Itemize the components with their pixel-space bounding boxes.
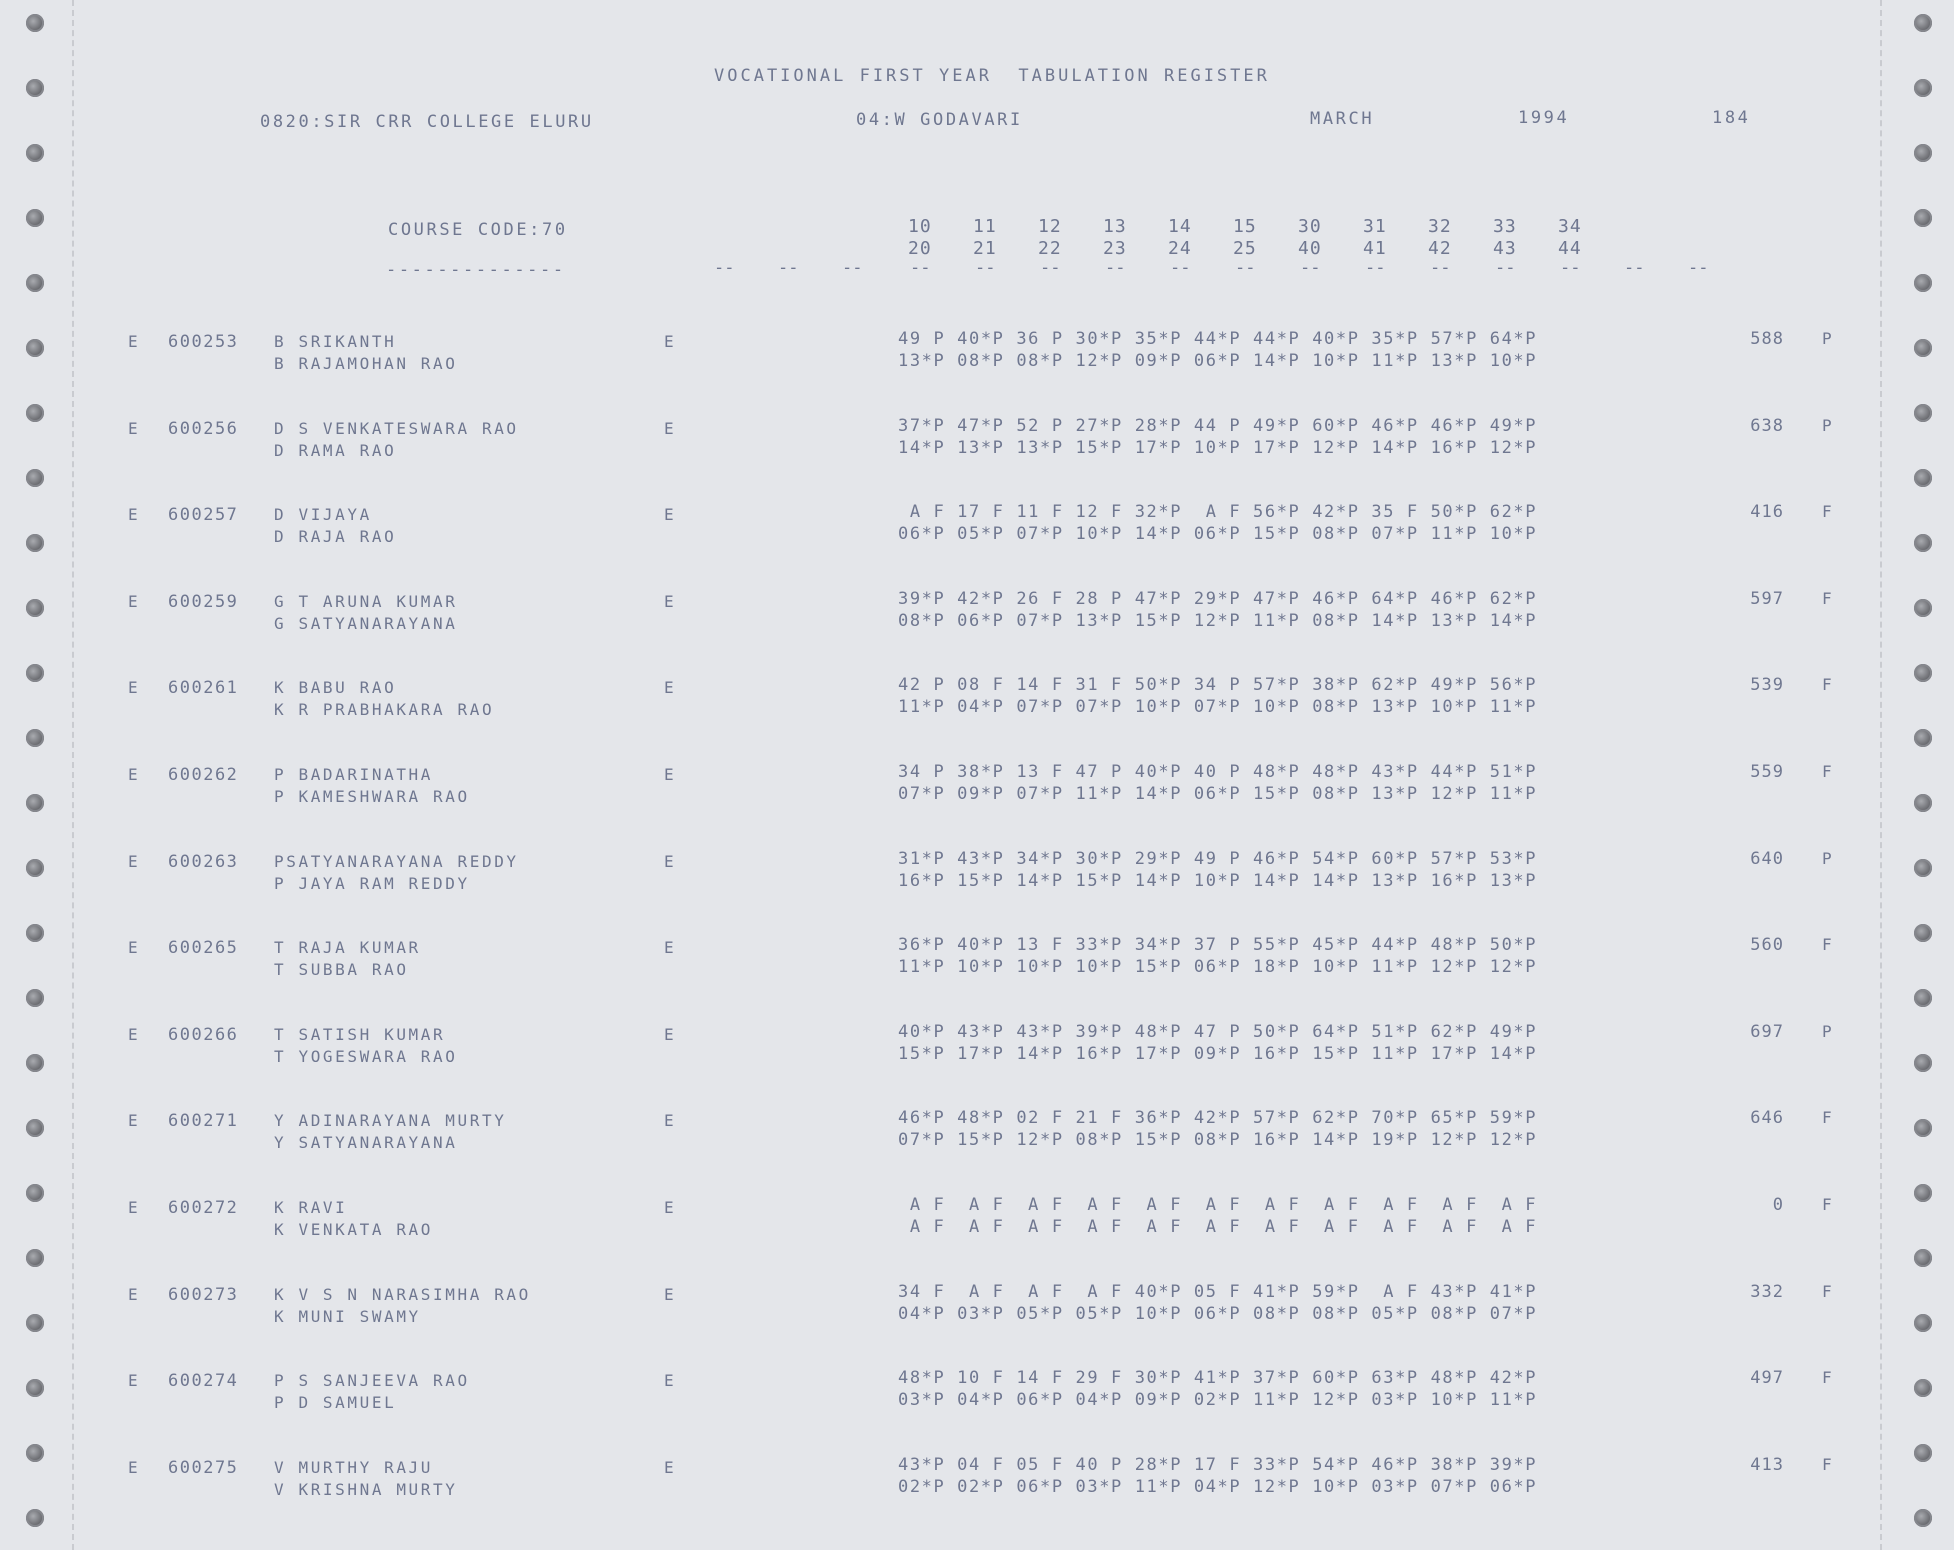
student-name: P S SANJEEVA RAO — [274, 1371, 470, 1391]
column-separator: -- — [1688, 258, 1709, 278]
result-status: F — [1822, 1454, 1832, 1474]
register-title: VOCATIONAL FIRST YEAR TABULATION REGISTER — [714, 66, 1270, 86]
roll-number: 600275 — [168, 1457, 239, 1478]
parent-name: Y SATYANARAYANA — [274, 1133, 458, 1153]
column-code-bottom: 42 — [1428, 238, 1452, 259]
marks-line-2: 04*P 03*P 05*P 05*P 10*P 06*P 08*P 08*P 05*P 08*P 07*P — [898, 1303, 1538, 1324]
medium-code: E — [664, 1111, 674, 1131]
marks-line-2: 02*P 02*P 06*P 03*P 11*P 04*P 12*P 10*P 03*P 07*P 06*P — [898, 1476, 1538, 1497]
sprocket-hole — [1914, 14, 1932, 32]
result-status: F — [1822, 1281, 1832, 1301]
marks-line-2: 03*P 04*P 06*P 04*P 09*P 02*P 11*P 12*P 03*P 10*P 11*P — [898, 1390, 1538, 1411]
parent-name: V KRISHNA MURTY — [274, 1479, 458, 1499]
student-name: PSATYANARAYANA REDDY — [274, 851, 519, 871]
column-separator: -- — [1365, 258, 1386, 278]
sprocket-hole — [26, 209, 44, 227]
column-code-bottom: 25 — [1233, 238, 1257, 259]
medium-code: E — [664, 938, 674, 958]
total-marks: 332 — [1750, 1281, 1784, 1302]
parent-name: K MUNI SWAMY — [274, 1306, 421, 1326]
column-separator: -- — [714, 258, 735, 278]
roll-number: 600274 — [168, 1371, 239, 1392]
parent-name: D RAJA RAO — [274, 527, 397, 547]
student-record — [0, 502, 1954, 555]
student-name: K V S N NARASIMHA RAO — [274, 1284, 531, 1304]
medium-code: E — [664, 1457, 674, 1477]
medium-code: E — [664, 851, 674, 871]
parent-name: G SATYANARAYANA — [274, 613, 458, 633]
result-status: P — [1822, 1021, 1832, 1041]
marks-line-2: A F A F A F A F A F A F A F A F A F A F A F — [898, 1217, 1538, 1237]
parent-name: T YOGESWARA RAO — [274, 1046, 458, 1066]
student-record — [0, 1454, 1954, 1508]
roll-number: 600265 — [168, 938, 239, 959]
column-separator: -- — [1495, 258, 1516, 278]
column-code-top: 11 — [973, 216, 997, 237]
medium-code: E — [664, 1284, 674, 1304]
result-status: F — [1822, 935, 1832, 955]
exam-month: MARCH — [1310, 109, 1375, 129]
parent-name: K R PRABHAKARA RAO — [274, 700, 495, 720]
column-separator: -- — [778, 258, 799, 278]
column-code-bottom: 23 — [1103, 238, 1127, 259]
group-code: E — [128, 678, 138, 698]
total-marks: 539 — [1750, 675, 1784, 696]
sprocket-hole — [1914, 989, 1932, 1007]
total-marks: 646 — [1750, 1108, 1784, 1129]
roll-number: 600256 — [168, 418, 239, 439]
group-code: E — [128, 505, 138, 525]
course-code: COURSE CODE:70 — [388, 220, 568, 240]
marks-line-1: A F A F A F A F A F A F A F A F A F A F A F — [898, 1195, 1538, 1215]
student-record — [0, 1021, 1954, 1075]
marks-line-1: 39*P 42*P 26 F 28 P 47*P 29*P 47*P 46*P 64*P 46*P 62*P — [898, 588, 1538, 609]
student-record — [0, 1368, 1954, 1421]
total-marks: 560 — [1750, 935, 1784, 956]
column-separator: -- — [1560, 258, 1581, 278]
medium-code: E — [664, 591, 674, 611]
total-marks: 497 — [1750, 1368, 1784, 1389]
marks-line-1: 40*P 43*P 43*P 39*P 48*P 47 P 50*P 64*P 51*P 62*P 49*P — [898, 1021, 1538, 1042]
medium-code: E — [664, 1024, 674, 1044]
group-code: E — [128, 332, 138, 351]
parent-name: B RAJAMOHAN RAO — [274, 354, 458, 373]
roll-number: 600272 — [168, 1198, 239, 1218]
column-code-top: 33 — [1493, 216, 1517, 237]
marks-line-1: 31*P 43*P 34*P 30*P 29*P 49 P 46*P 54*P 60*P 57*P 53*P — [898, 848, 1538, 869]
roll-number: 600263 — [168, 851, 239, 872]
marks-line-1: 34 F A F A F A F 40*P 05 F 41*P 59*P A F 43*P 41*P — [898, 1281, 1538, 1302]
student-name: T SATISH KUMAR — [274, 1024, 446, 1044]
parent-name: P JAYA RAM REDDY — [274, 873, 470, 893]
student-record — [0, 588, 1954, 642]
college-name: 0820:SIR CRR COLLEGE ELURU — [260, 112, 594, 132]
result-status: F — [1822, 1195, 1832, 1214]
roll-number: 600266 — [168, 1024, 239, 1045]
total-marks: 413 — [1750, 1454, 1784, 1475]
result-status: P — [1822, 415, 1832, 435]
parent-name: P D SAMUEL — [274, 1393, 397, 1413]
student-record — [0, 1108, 1954, 1161]
district-name: 04:W GODAVARI — [856, 110, 1023, 130]
group-code: E — [128, 851, 138, 871]
marks-line-1: 48*P 10 F 14 F 29 F 30*P 41*P 37*P 60*P 63*P 48*P 42*P — [898, 1368, 1538, 1389]
sprocket-hole — [26, 274, 44, 292]
column-separator: -- — [1105, 258, 1126, 278]
sprocket-hole — [26, 469, 44, 487]
column-code-top: 14 — [1168, 216, 1192, 237]
student-name: P BADARINATHA — [274, 765, 434, 784]
sprocket-hole — [26, 144, 44, 162]
student-record — [0, 935, 1954, 988]
student-record — [0, 762, 1954, 815]
medium-code: E — [664, 332, 674, 351]
marks-line-2: 15*P 17*P 14*P 16*P 17*P 09*P 16*P 15*P 11*P 17*P 14*P — [898, 1043, 1538, 1064]
group-code: E — [128, 1284, 138, 1304]
column-separator: -- — [975, 258, 996, 278]
total-marks: 638 — [1750, 415, 1784, 436]
total-marks: 597 — [1750, 588, 1784, 609]
medium-code: E — [664, 765, 674, 784]
column-code-top: 15 — [1233, 216, 1257, 237]
column-code-bottom: 40 — [1298, 238, 1322, 259]
column-code-top: 12 — [1038, 216, 1062, 237]
marks-line-2: 16*P 15*P 14*P 15*P 14*P 10*P 14*P 14*P 13*P 16*P 13*P — [898, 870, 1538, 891]
medium-code: E — [664, 505, 674, 525]
student-name: T RAJA KUMAR — [274, 938, 421, 958]
roll-number: 600262 — [168, 765, 239, 785]
column-code-top: 13 — [1103, 216, 1127, 237]
column-code-top: 30 — [1298, 216, 1322, 237]
sprocket-hole — [26, 1509, 44, 1527]
medium-code: E — [664, 418, 674, 438]
medium-code: E — [664, 678, 674, 698]
sprocket-hole — [1914, 1249, 1932, 1267]
total-marks: 0 — [1772, 1195, 1784, 1215]
group-code: E — [128, 1457, 138, 1477]
column-separator: -- — [1624, 258, 1645, 278]
result-status: F — [1822, 1108, 1832, 1128]
group-code: E — [128, 765, 138, 784]
group-code: E — [128, 1371, 138, 1391]
group-code: E — [128, 1111, 138, 1131]
column-code-bottom: 22 — [1038, 238, 1062, 259]
marks-line-1: 49 P 40*P 36 P 30*P 35*P 44*P 44*P 40*P 35*P 57*P 64*P — [898, 329, 1538, 349]
result-status: F — [1822, 762, 1832, 781]
student-name: K RAVI — [274, 1198, 348, 1217]
total-marks: 588 — [1750, 329, 1784, 349]
student-record — [0, 415, 1954, 469]
roll-number: 600273 — [168, 1284, 239, 1305]
marks-line-2: 14*P 13*P 13*P 15*P 17*P 10*P 17*P 12*P 14*P 16*P 12*P — [898, 437, 1538, 458]
exam-year: 1994 — [1518, 108, 1570, 128]
column-separator: -- — [910, 258, 931, 278]
student-record — [0, 1281, 1954, 1335]
sprocket-hole — [1914, 469, 1932, 487]
result-status: F — [1822, 502, 1832, 522]
marks-line-2: 08*P 06*P 07*P 13*P 15*P 12*P 11*P 08*P 14*P 13*P 14*P — [898, 610, 1538, 631]
column-code-bottom: 41 — [1363, 238, 1387, 259]
group-code: E — [128, 1024, 138, 1044]
marks-line-1: A F 17 F 11 F 12 F 32*P A F 56*P 42*P 35 F 50*P 62*P — [898, 502, 1538, 523]
column-separator: -- — [842, 258, 863, 278]
marks-line-1: 37*P 47*P 52 P 27*P 28*P 44 P 49*P 60*P 46*P 46*P 49*P — [898, 415, 1538, 436]
parent-name: D RAMA RAO — [274, 440, 397, 460]
column-separator: -- — [1040, 258, 1061, 278]
column-code-bottom: 44 — [1558, 238, 1582, 259]
parent-name: P KAMESHWARA RAO — [274, 787, 470, 806]
result-status: P — [1822, 329, 1832, 348]
sprocket-hole — [26, 14, 44, 32]
roll-number: 600259 — [168, 591, 239, 612]
column-code-bottom: 20 — [908, 238, 932, 259]
sprocket-hole — [26, 79, 44, 97]
student-record — [0, 675, 1954, 728]
medium-code: E — [664, 1371, 674, 1391]
sprocket-hole — [26, 1249, 44, 1267]
parent-name: T SUBBA RAO — [274, 960, 409, 980]
column-code-top: 34 — [1558, 216, 1582, 237]
total-marks: 416 — [1750, 502, 1784, 523]
result-status: P — [1822, 848, 1832, 868]
student-name: V MURTHY RAJU — [274, 1457, 434, 1477]
roll-number: 600261 — [168, 678, 239, 699]
marks-line-2: 06*P 05*P 07*P 10*P 14*P 06*P 15*P 08*P 07*P 11*P 10*P — [898, 524, 1538, 545]
roll-number: 600271 — [168, 1111, 239, 1132]
marks-line-2: 07*P 15*P 12*P 08*P 15*P 08*P 16*P 14*P 19*P 12*P 12*P — [898, 1130, 1538, 1151]
column-code-bottom: 43 — [1493, 238, 1517, 259]
column-separator: -- — [1430, 258, 1451, 278]
group-code: E — [128, 938, 138, 958]
group-code: E — [128, 591, 138, 611]
marks-line-2: 07*P 09*P 07*P 11*P 14*P 06*P 15*P 08*P 13*P 12*P 11*P — [898, 784, 1538, 804]
total-marks: 559 — [1750, 762, 1784, 782]
student-record — [0, 329, 1954, 382]
column-code-bottom: 24 — [1168, 238, 1192, 259]
marks-line-2: 11*P 10*P 10*P 10*P 15*P 06*P 18*P 10*P 11*P 12*P 12*P — [898, 957, 1538, 978]
column-code-top: 31 — [1363, 216, 1387, 237]
student-record — [0, 848, 1954, 902]
student-name: D S VENKATESWARA RAO — [274, 418, 519, 438]
total-marks: 697 — [1750, 1021, 1784, 1042]
roll-number: 600253 — [168, 332, 239, 352]
marks-line-2: 13*P 08*P 08*P 12*P 09*P 06*P 14*P 10*P 11*P 13*P 10*P — [898, 351, 1538, 371]
column-separator: -- — [1235, 258, 1256, 278]
sprocket-hole — [1914, 79, 1932, 97]
parent-name: K VENKATA RAO — [274, 1220, 434, 1239]
student-record — [0, 1195, 1954, 1248]
column-code-top: 32 — [1428, 216, 1452, 237]
student-name: K BABU RAO — [274, 678, 397, 698]
column-code-top: 10 — [908, 216, 932, 237]
group-code: E — [128, 418, 138, 438]
page-number: 184 — [1712, 108, 1751, 128]
marks-line-1: 42 P 08 F 14 F 31 F 50*P 34 P 57*P 38*P 62*P 49*P 56*P — [898, 675, 1538, 696]
sprocket-hole — [1914, 729, 1932, 747]
student-name: Y ADINARAYANA MURTY — [274, 1111, 507, 1131]
column-separator: -- — [1300, 258, 1321, 278]
result-status: F — [1822, 588, 1832, 608]
marks-line-1: 43*P 04 F 05 F 40 P 28*P 17 F 33*P 54*P 46*P 38*P 39*P — [898, 1454, 1538, 1475]
marks-line-1: 46*P 48*P 02 F 21 F 36*P 42*P 57*P 62*P 70*P 65*P 59*P — [898, 1108, 1538, 1129]
student-name: D VIJAYA — [274, 505, 372, 525]
sprocket-hole — [1914, 274, 1932, 292]
student-name: G T ARUNA KUMAR — [274, 591, 458, 611]
result-status: F — [1822, 1368, 1832, 1388]
group-code: E — [128, 1198, 138, 1217]
student-name: B SRIKANTH — [274, 332, 397, 351]
medium-code: E — [664, 1198, 674, 1217]
sprocket-hole — [26, 989, 44, 1007]
marks-line-1: 34 P 38*P 13 F 47 P 40*P 40 P 48*P 48*P 43*P 44*P 51*P — [898, 762, 1538, 782]
sprocket-hole — [26, 729, 44, 747]
course-code-underline: -------------- — [386, 260, 566, 280]
total-marks: 640 — [1750, 848, 1784, 869]
sprocket-hole — [1914, 144, 1932, 162]
marks-line-2: 11*P 04*P 07*P 07*P 10*P 07*P 10*P 08*P 13*P 10*P 11*P — [898, 697, 1538, 718]
sprocket-hole — [1914, 1509, 1932, 1527]
sprocket-hole — [1914, 209, 1932, 227]
column-separator: -- — [1170, 258, 1191, 278]
result-status: F — [1822, 675, 1832, 695]
marks-line-1: 36*P 40*P 13 F 33*P 34*P 37 P 55*P 45*P 44*P 48*P 50*P — [898, 935, 1538, 956]
roll-number: 600257 — [168, 505, 239, 526]
column-code-bottom: 21 — [973, 238, 997, 259]
